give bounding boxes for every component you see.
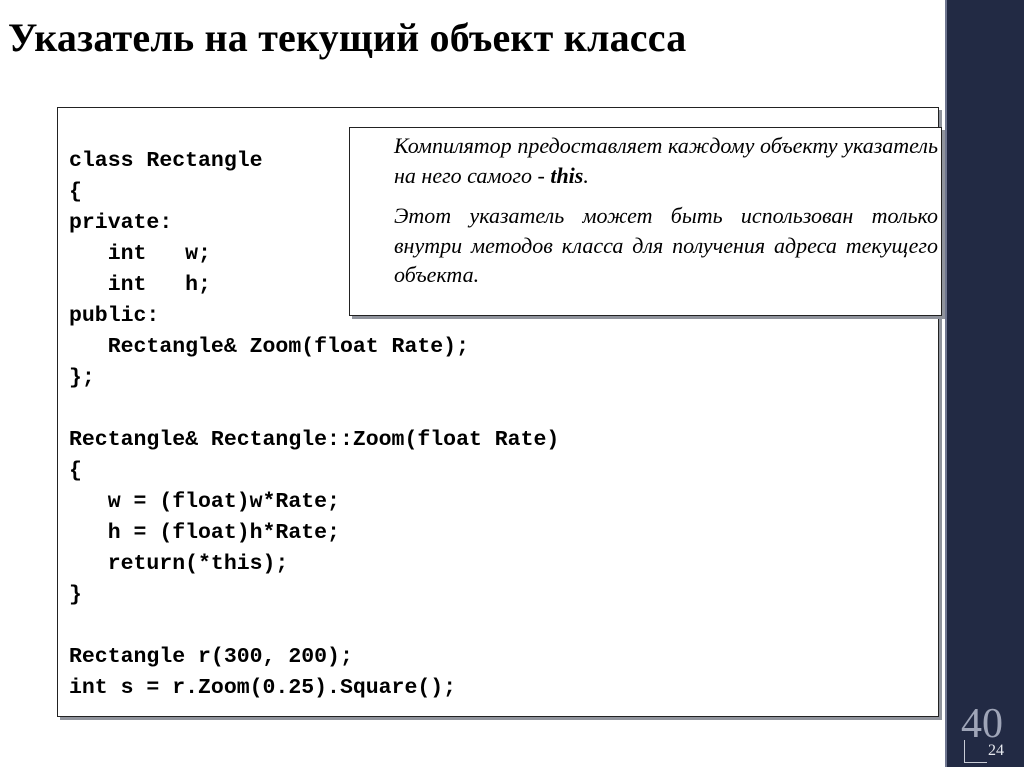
- code-line: private:: [69, 211, 173, 235]
- sidebar-edge-line: [945, 0, 947, 767]
- code-line: int s = r.Zoom(0.25).Square();: [69, 676, 457, 700]
- code-line: Rectangle& Zoom(float Rate);: [69, 335, 469, 359]
- slide-title: Указатель на текущий объект класса: [8, 15, 687, 60]
- page-number: 40: [961, 701, 1003, 747]
- note-paragraph-1: [394, 131, 938, 190]
- note-p1-end: .: [583, 162, 589, 188]
- code-line: }: [69, 583, 82, 607]
- code-line: [69, 394, 559, 425]
- note-paragraph-2: Этот указатель может быть использован только внутри методов класса для получения адреса текущего объекта.: [394, 203, 938, 287]
- code-line: w = (float)w*Rate;: [69, 490, 340, 514]
- code-line: Rectangle r(300, 200);: [69, 645, 353, 669]
- right-sidebar: [945, 0, 1024, 767]
- code-line: {: [69, 180, 82, 204]
- code-line: class Rectangle: [69, 149, 263, 173]
- code-line: int h;: [69, 273, 211, 297]
- code-line: [69, 611, 559, 642]
- code-line: };: [69, 366, 95, 390]
- note-this-keyword: this: [550, 162, 584, 188]
- note-text: [394, 131, 938, 301]
- code-line: public:: [69, 304, 160, 328]
- page-number-bracket: [964, 740, 987, 763]
- code-line: h = (float)h*Rate;: [69, 521, 340, 545]
- code-line: {: [69, 459, 82, 483]
- code-line: int w;: [69, 242, 211, 266]
- code-line: return(*this);: [69, 552, 289, 576]
- note-p1-text: Компилятор предоставляет каждому объекту указатель на него самого -: [394, 133, 938, 188]
- code-line: Rectangle& Rectangle::Zoom(float Rate): [69, 428, 560, 452]
- sub-page-number: 24: [988, 742, 1004, 759]
